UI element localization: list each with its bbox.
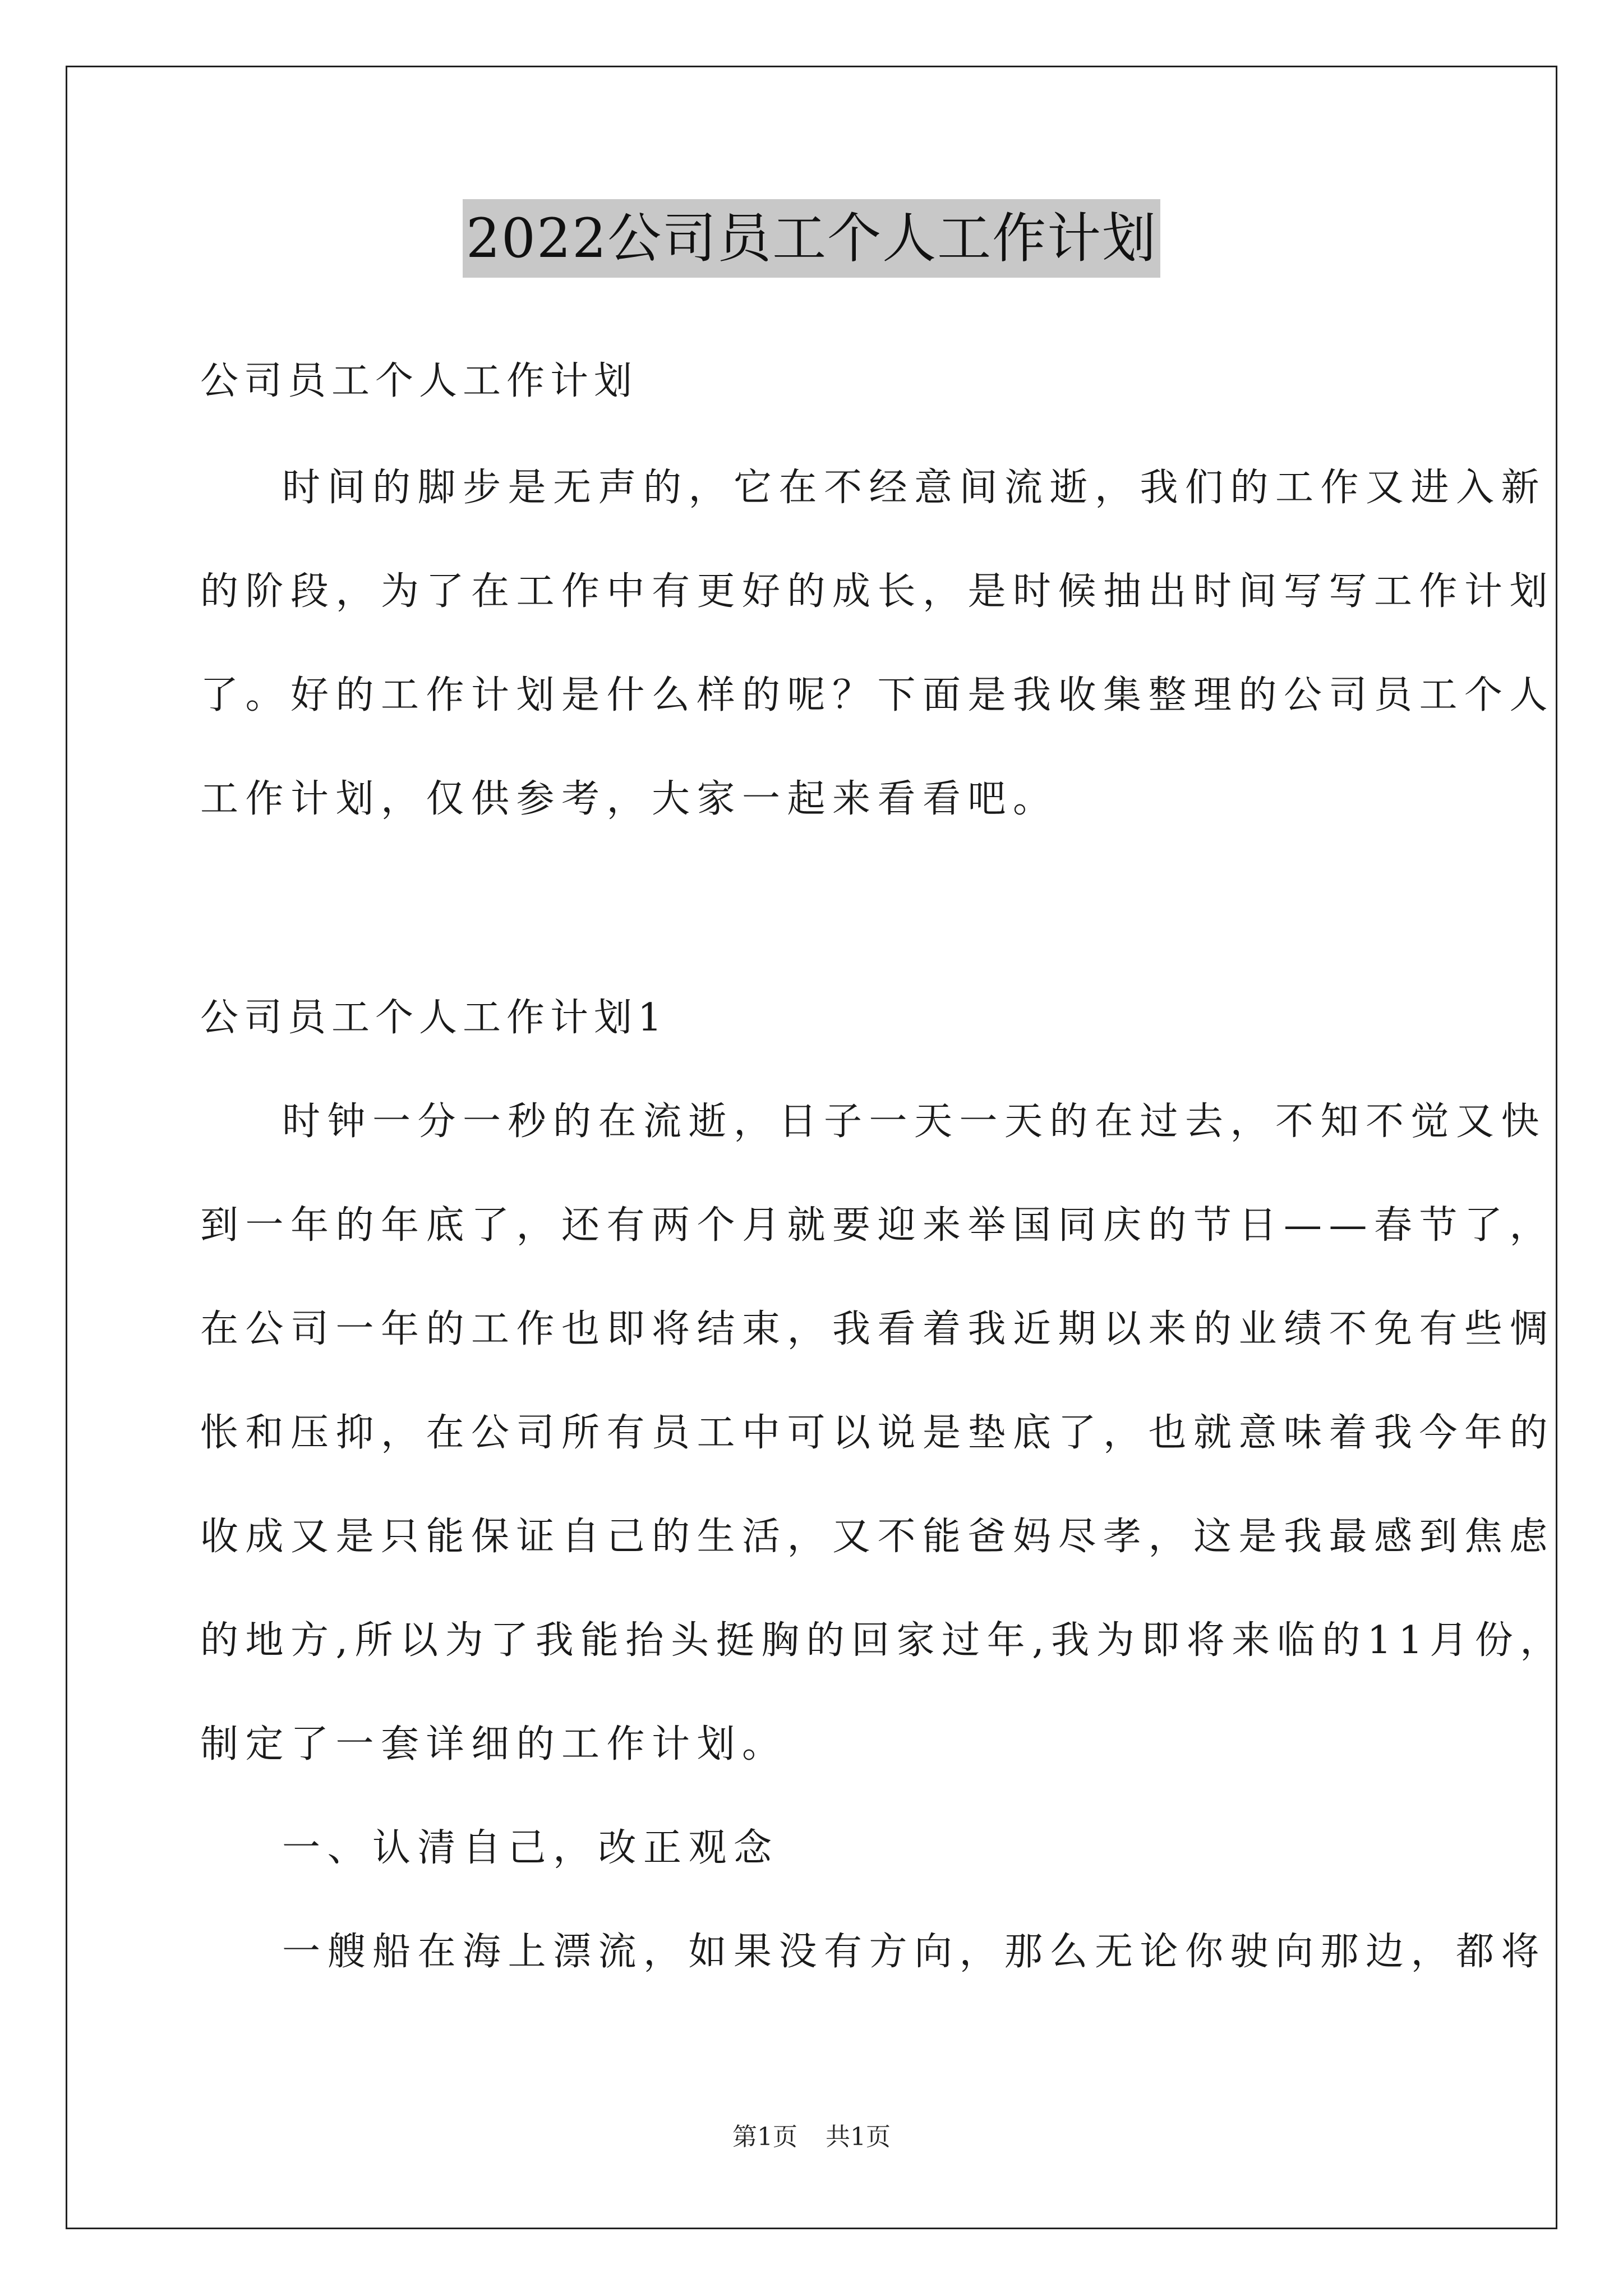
paragraph-line: 时间的脚步是无声的，它在不经意间流逝，我们的工作又进入新: [282, 466, 1547, 510]
section-heading: 公司员工个人工作计划: [200, 359, 638, 403]
paragraph-line: 在公司一年的工作也即将结束，我看着我近期以来的业绩不免有些惆: [200, 1307, 1555, 1351]
paragraph-line: 了。好的工作计划是什么样的呢？下面是我收集整理的公司员工个人: [200, 673, 1555, 717]
paragraph-line: 的阶段，为了在工作中有更好的成长，是时候抽出时间写写工作计划: [200, 569, 1555, 614]
paragraph-line: 一艘船在海上漂流，如果没有方向，那么无论你驶向那边，都将: [282, 1930, 1547, 1974]
page-total: 共1页: [826, 2123, 891, 2151]
paragraph-line: 工作计划，仅供参考，大家一起来看看吧。: [200, 777, 1058, 821]
paragraph-line: 到一年的年底了，还有两个月就要迎来举国同庆的节日——春节了，: [200, 1203, 1555, 1248]
paragraph-line: 收成又是只能保证自己的生活，又不能爸妈尽孝，这是我最感到焦虑: [200, 1515, 1555, 1559]
paragraph-line: 的地方,所以为了我能抬头挺胸的回家过年,我为即将来临的11月份，: [200, 1618, 1565, 1663]
paragraph-line: 怅和压抑，在公司所有员工中可以说是垫底了，也就意味着我今年的: [200, 1411, 1555, 1455]
paragraph-line: 制定了一套详细的工作计划。: [200, 1722, 787, 1766]
paragraph-line: 时钟一分一秒的在流逝，日子一天一天的在过去，不知不觉又快: [282, 1099, 1547, 1144]
page-footer: [0, 2120, 1623, 2154]
title-container: [0, 199, 1623, 278]
document-title: 2022公司员工个人工作计划: [463, 199, 1160, 278]
section-heading: 公司员工个人工作计划1: [200, 996, 668, 1040]
subsection-heading: 一、认清自己，改正观念: [282, 1826, 779, 1870]
page-number: 第1页: [732, 2123, 797, 2151]
